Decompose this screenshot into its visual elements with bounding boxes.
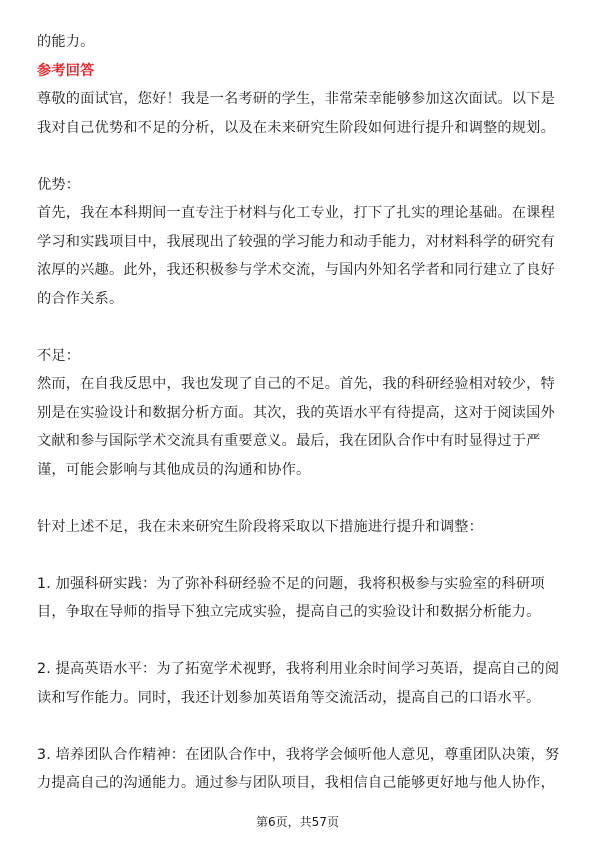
paragraph-line: 浓厚的兴趣。此外，我还积极参与学术交流，与国内外知名学者和同行建立了良好 (37, 262, 555, 278)
paragraph-line: 2. 提高英语水平：为了拓宽学术视野，我将利用业余时间学习英语，提高自己的阅 (37, 661, 560, 677)
paragraph-line: 的合作关系。 (37, 290, 124, 307)
paragraph-line: 力提高自己的沟通能力。通过参与团队项目，我相信自己能够更好地与他人协作， (37, 775, 555, 791)
paragraph-line: 别是在实验设计和数据分析方面。其次，我的英语水平有待提高，这对于阅读国外 (37, 404, 555, 421)
paragraph-line: 我对自己优势和不足的分析，以及在未来研究生阶段如何进行提升和调整的规划。 (37, 119, 555, 136)
paragraph-line: 学习和实践项目中，我展现出了较强的学习能力和动手能力，对材料科学的研究有 (37, 233, 555, 250)
paragraph-line: 1. 加强科研实践：为了弥补科研经验不足的问题，我将积极参与实验室的科研项 (37, 575, 545, 592)
paragraph-line: 然而，在自我反思中，我也发现了自己的不足。首先，我的科研经验相对较少，特 (37, 376, 555, 392)
answer-heading: 参考回答 (37, 62, 95, 79)
plan-item-2 (37, 655, 561, 712)
opening-paragraph (37, 85, 561, 142)
paragraph-line: 文献和参与国际学术交流具有重要意义。最后，我在团队合作中有时显得过于严 (37, 433, 541, 449)
spacer (37, 142, 561, 171)
plan-intro: 针对上述不足，我在未来研究生阶段将采取以下措施进行提升和调整： (37, 518, 484, 535)
paragraph-line: 首先，我在本科期间一直专注于材料与化工专业，打下了扎实的理论基础。在课程 (37, 205, 555, 221)
spacer (37, 541, 561, 570)
spacer (37, 313, 561, 342)
plan-item-1 (37, 570, 561, 627)
paragraph-line: 读和写作能力。同时，我还计划参加英语角等交流活动，提高自己的口语水平。 (37, 689, 541, 706)
strengths-title: 优势： (37, 176, 81, 193)
weaknesses-title: 不足： (37, 347, 81, 364)
plan-item-3 (37, 741, 561, 798)
intro-tail: 的能力。 (37, 34, 95, 50)
spacer (37, 627, 561, 656)
strengths-paragraph (37, 199, 561, 313)
document-body (37, 28, 561, 798)
spacer (37, 484, 561, 513)
page-number: 第6页，共57页 (256, 815, 339, 829)
paragraph-line: 谨，可能会影响与其他成员的沟通和协作。 (37, 461, 311, 478)
weaknesses-paragraph (37, 370, 561, 484)
paragraph-line: 3. 培养团队合作精神：在团队合作中，我将学会倾听他人意见，尊重团队决策，努 (37, 746, 560, 763)
paragraph-line: 尊敬的面试官，您好！我是一名考研的学生，非常荣幸能够参加这次面试。以下是 (37, 91, 555, 107)
spacer (37, 712, 561, 741)
paragraph-line: 目，争取在导师的指导下独立完成实验，提高自己的实验设计和数据分析能力。 (37, 604, 541, 620)
